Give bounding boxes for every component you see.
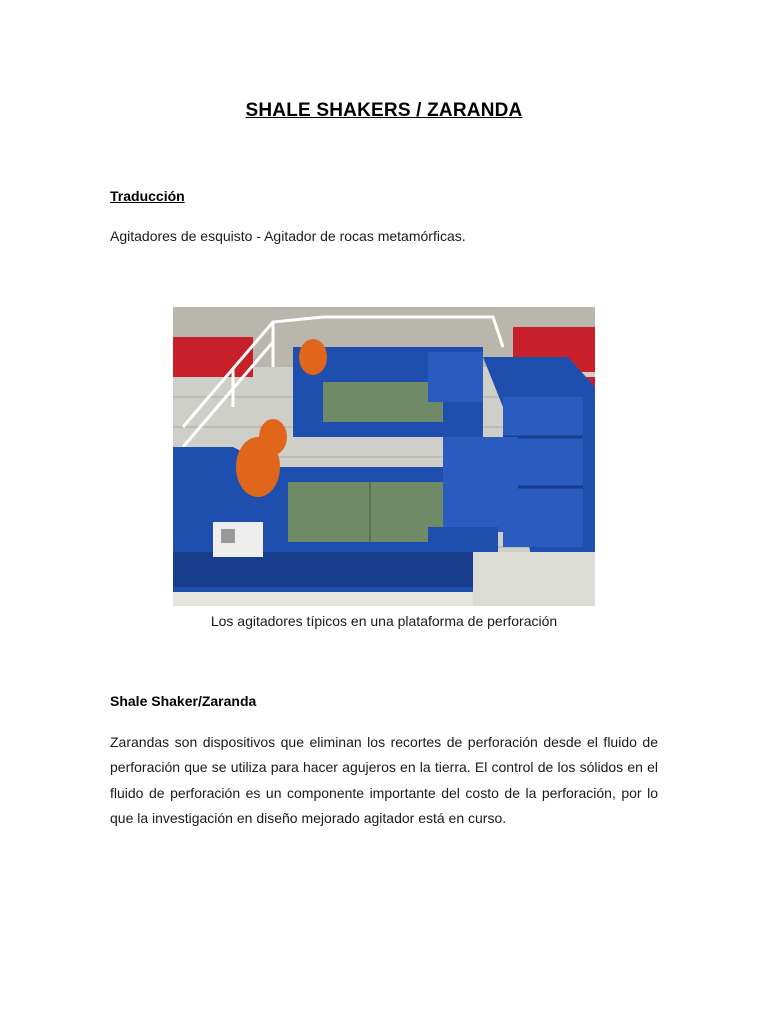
section-heading: Shale Shaker/Zaranda xyxy=(110,693,257,709)
translation-text: Agitadores de esquisto - Agitador de rocas metamórficas. xyxy=(110,228,466,244)
shale-shaker-photo xyxy=(173,307,595,606)
body-paragraph: Zarandas son dispositivos que eliminan los recortes de perforación desde el fluido de perforación que se utiliza para hacer agujeros en la tierra. El control de los sólidos en el fluido de perforación es un componente importante del costo de la perforación, por lo que la investigación en diseño mejorado agitador está en curso. xyxy=(110,734,658,826)
back-shaker xyxy=(293,339,483,437)
red-equipment-left xyxy=(173,337,253,377)
page-title: SHALE SHAKERS / ZARANDA xyxy=(245,100,523,121)
figure-caption: Los agitadores típicos en una plataforma de perforación xyxy=(210,613,558,629)
translation-heading: Traducción xyxy=(110,188,185,204)
